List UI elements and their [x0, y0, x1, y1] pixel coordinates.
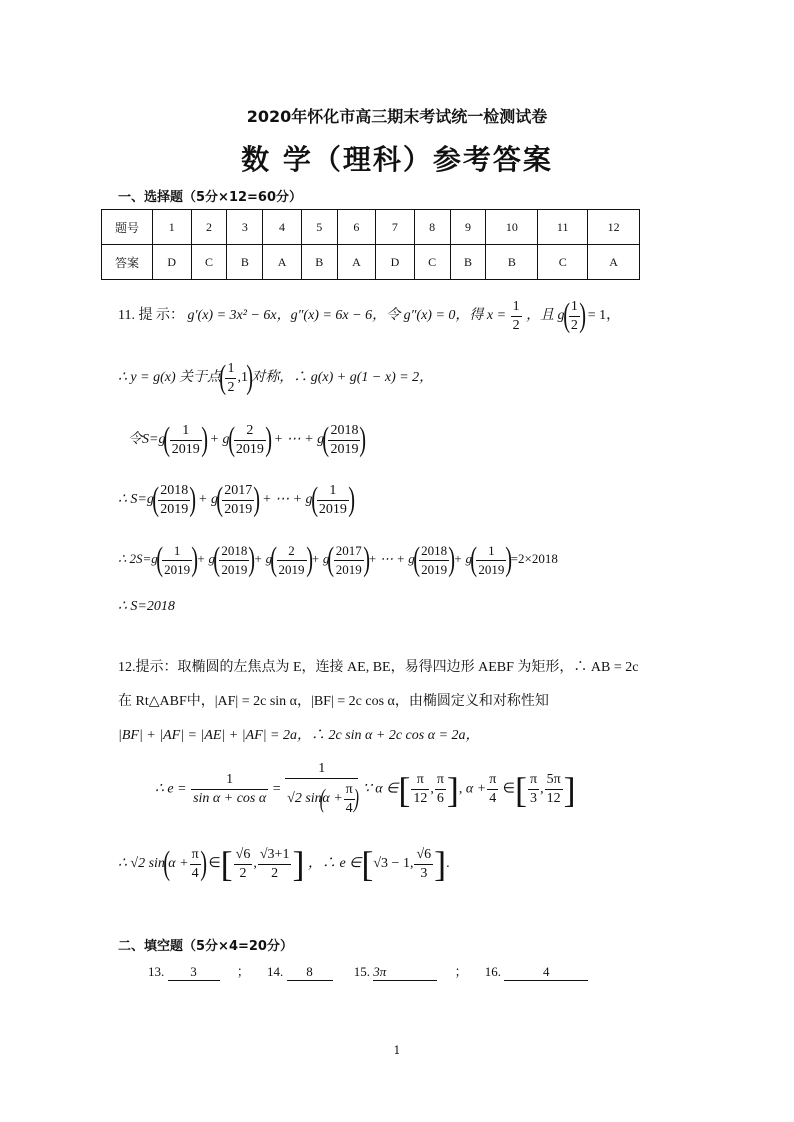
hint11-prefix: 11. 提 示：	[118, 308, 184, 324]
answer-14: 8	[287, 964, 333, 981]
hint12-e-formula: ∴ e = $\frac{1}{\text{sin α + cos α}}$ = 1 √2 sin(α + $\frac{\pi}{4}$ ) ∵ α ∈[ $\frac{\pi}{12}$ , $\frac{\pi}{6}$ ], α + $\frac{\pi}{4}$ ∈[ $\frac{\pi}{3}$ , $\frac{5\pi}{12}$ ]	[155, 760, 576, 819]
fraction: $\frac{1}{2}$	[512, 298, 520, 333]
hint11-line1: 11. 提 示： g′(x) = 3x² − 6x，g″(x) = 6x − 6，令 g″(x) = 0，得 x = $\frac{1}{2}$ ，且 g( $\frac{1}{2}$ ) = 1，	[118, 297, 621, 334]
exam-title: 2020年怀化市高三期末考试统一检测试卷	[246, 107, 548, 126]
table-cell: B	[450, 245, 486, 280]
table-cell: 9	[450, 210, 486, 245]
table-cell: B	[486, 245, 538, 280]
answer-13: 3	[168, 964, 220, 981]
table-cell: A	[337, 245, 376, 280]
table-cell: 5	[301, 210, 337, 245]
hint12-line2: 在 Rt△ABF中，|AF| = 2c sin α，|BF| = 2c cos α，由椭圆定义和对称性知	[118, 694, 549, 709]
hint12-range: ∴ √2 sin(α + $\frac{\pi}{4}$ ) ∈[ $\frac{√6}{2}$ , $\frac{√3+1}{2}$ ] ，∴ e ∈[√3 − 1, $\frac{√6}{3}$ ].	[118, 844, 450, 884]
table-cell: B	[227, 245, 263, 280]
hint11-2s: ∴ 2S=g( $\frac{1}{2019}$ )+ g( $\frac{2018}{2019}$ )+ g( $\frac{2}{2019}$ )+ g( $\frac{2017}{2019}$ )+ ⋯ + g( $\frac{2018}{2019}$ )+ g( $\frac{1}{2019}$ )=2×2018	[118, 541, 558, 578]
table-cell: C	[191, 245, 227, 280]
section-choice-heading: 一、选择题（5分×12=60分）	[118, 190, 303, 205]
table-row-numbers	[102, 210, 640, 245]
table-cell: A	[588, 245, 640, 280]
table-cell: 8	[414, 210, 450, 245]
hint11-result: ∴ S=2018	[118, 599, 175, 614]
table-cell: D	[153, 245, 192, 280]
table-cell: 4	[263, 210, 302, 245]
hint11-s-reverse: ∴ S=g( $\frac{2018}{2019}$ ) + g( $\frac{2017}{2019}$ ) + ⋯ + g( $\frac{1}{2019}$ )	[118, 481, 355, 518]
table-cell: 6	[337, 210, 376, 245]
row-label: 答案	[102, 245, 153, 280]
hint11-let-s: 令S=g( $\frac{1}{2019}$ ) + g( $\frac{2}{2019}$ ) + ⋯ + g( $\frac{2018}{2019}$ )	[128, 421, 367, 458]
row-label: 题号	[102, 210, 153, 245]
hint12-line3: |BF| + |AF| = |AE| + |AF| = 2a，∴ 2c sin α + 2c cos α = 2a，	[118, 728, 480, 743]
hint11-line2: ∴ y = g(x) 关于点( $\frac{1}{2}$ ,1)对称，∴ g(x) + g(1 − x) = 2，	[118, 359, 434, 396]
fraction: $\frac{1}{\text{sin α + cos α}}$	[193, 772, 267, 806]
table-cell: 1	[153, 210, 192, 245]
answer-table	[101, 209, 640, 280]
answer-title: 数 学（理科）参考答案	[241, 143, 553, 176]
table-cell: 10	[486, 210, 538, 245]
fraction: 1 √2 sin(α + $\frac{\pi}{4}$ )	[287, 761, 359, 816]
page-number: 1	[393, 1044, 401, 1057]
hint12-line1: 12.提示：取椭圆的左焦点为 E，连接 AE, BE，易得四边形 AEBF 为矩形，∴ AB = 2c	[118, 660, 639, 675]
table-cell: 2	[191, 210, 227, 245]
table-cell: C	[538, 245, 588, 280]
section-fill-heading: 二、填空题（5分×4=20分）	[118, 939, 293, 954]
hint11-derivative: g′(x) = 3x² − 6x，g″(x) = 6x − 6，令 g″(x) = 0，得 x =	[187, 308, 510, 324]
answer-15: 3π	[373, 964, 437, 981]
table-cell: A	[263, 245, 302, 280]
fill-answers: 13. 3 ； 14. 8 15. 3π ； 16. 4	[148, 961, 588, 981]
table-cell: 11	[538, 210, 588, 245]
answer-16: 4	[504, 964, 588, 981]
table-cell: 7	[376, 210, 415, 245]
table-cell: 12	[588, 210, 640, 245]
table-cell: 3	[227, 210, 263, 245]
table-row-answers	[102, 245, 640, 280]
table-cell: D	[376, 245, 415, 280]
table-cell: C	[414, 245, 450, 280]
table-cell: B	[301, 245, 337, 280]
